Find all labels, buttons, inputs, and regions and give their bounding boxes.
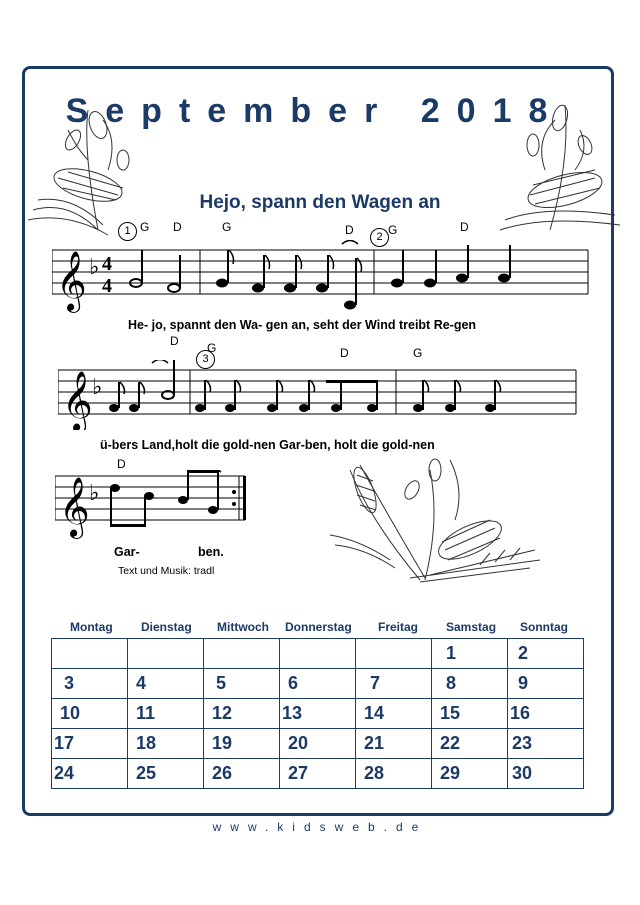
calendar-day: 1	[432, 639, 508, 669]
calendar-day: 23	[508, 729, 584, 759]
chord: D	[170, 334, 179, 348]
calendar-day: 17	[52, 729, 128, 759]
calendar-day: 7	[356, 669, 432, 699]
calendar-day: 8	[432, 669, 508, 699]
calendar-day: 10	[52, 699, 128, 729]
svg-text:4: 4	[102, 253, 112, 275]
calendar-day: 22	[432, 729, 508, 759]
staff-line-1	[52, 240, 592, 315]
calendar-day: 30	[508, 759, 584, 789]
svg-text:♭: ♭	[89, 255, 100, 280]
calendar-week	[52, 669, 584, 699]
calendar-week	[52, 639, 584, 669]
chord: D	[173, 220, 182, 234]
calendar-day: 3	[52, 669, 128, 699]
chord: G	[413, 346, 423, 360]
chord: D	[117, 457, 126, 471]
marker-2: 2	[370, 228, 389, 247]
calendar-day: 5	[204, 669, 280, 699]
calendar-day: 21	[356, 729, 432, 759]
calendar-day: 20	[280, 729, 356, 759]
svg-text:𝄞: 𝄞	[62, 371, 93, 430]
chord: D	[460, 220, 469, 234]
wheat-illustration	[330, 450, 545, 585]
lyrics-line-3-b: ben.	[198, 545, 224, 559]
day-header-sunday: Sonntag	[520, 620, 568, 634]
chord: G	[140, 220, 150, 234]
day-header-thursday: Donnerstag	[285, 620, 352, 634]
calendar-day: 12	[204, 699, 280, 729]
song-title: Hejo, spann den Wagen an	[199, 192, 441, 213]
calendar-day: 16	[508, 699, 584, 729]
corn-illustration-left	[28, 100, 168, 240]
calendar-day: 9	[508, 669, 584, 699]
calendar-day: 15	[432, 699, 508, 729]
chord: G	[207, 341, 217, 355]
calendar-day: 4	[128, 669, 204, 699]
day-header-tuesday: Dienstag	[141, 620, 192, 634]
song-credit: Text und Musik: tradl	[118, 565, 215, 577]
chord: D	[340, 346, 349, 360]
footer-url: www.kidsweb.de	[212, 820, 428, 834]
day-header-friday: Freitag	[378, 620, 419, 634]
calendar-day: 25	[128, 759, 204, 789]
chord: G	[388, 223, 398, 237]
svg-text:𝄞: 𝄞	[59, 477, 90, 537]
lyrics-line-3-a: Gar-	[114, 545, 140, 559]
chord: G	[222, 220, 232, 234]
calendar-day: 29	[432, 759, 508, 789]
marker-3: 3	[196, 350, 215, 369]
calendar-day	[204, 639, 280, 669]
calendar-day: 14	[356, 699, 432, 729]
svg-text:𝄞: 𝄞	[56, 251, 87, 311]
calendar-week	[52, 699, 584, 729]
calendar-day: 19	[204, 729, 280, 759]
svg-text:♭: ♭	[89, 481, 100, 506]
lyrics-line-1: He- jo, spannt den Wa- gen an, seht der Wind treibt Re-gen	[128, 318, 477, 332]
lyrics-line-2: ü-bers Land,holt die gold-nen Gar-ben, holt die gold-nen	[100, 438, 435, 452]
calendar-day: 13	[280, 699, 356, 729]
calendar-day	[128, 639, 204, 669]
day-header-monday: Montag	[70, 620, 113, 634]
calendar-grid	[51, 638, 584, 789]
day-header-saturday: Samstag	[446, 620, 497, 634]
svg-text:♭: ♭	[92, 375, 103, 400]
calendar-day: 26	[204, 759, 280, 789]
calendar-day: 28	[356, 759, 432, 789]
chord: D	[345, 223, 354, 237]
day-header-wednesday: Mittwoch	[217, 620, 269, 634]
calendar-day: 11	[128, 699, 204, 729]
staff-line-3	[55, 470, 250, 540]
corn-illustration-right	[495, 100, 625, 240]
calendar-day: 18	[128, 729, 204, 759]
calendar-week	[52, 759, 584, 789]
calendar-day	[356, 639, 432, 669]
calendar-day	[52, 639, 128, 669]
page-title: September 2018	[65, 92, 565, 130]
svg-text:4: 4	[102, 275, 112, 297]
calendar-day: 24	[52, 759, 128, 789]
calendar-week	[52, 729, 584, 759]
marker-1: 1	[118, 222, 137, 241]
calendar-day: 27	[280, 759, 356, 789]
calendar-day	[280, 639, 356, 669]
calendar-day: 2	[508, 639, 584, 669]
staff-line-2	[58, 360, 578, 430]
calendar-day: 6	[280, 669, 356, 699]
